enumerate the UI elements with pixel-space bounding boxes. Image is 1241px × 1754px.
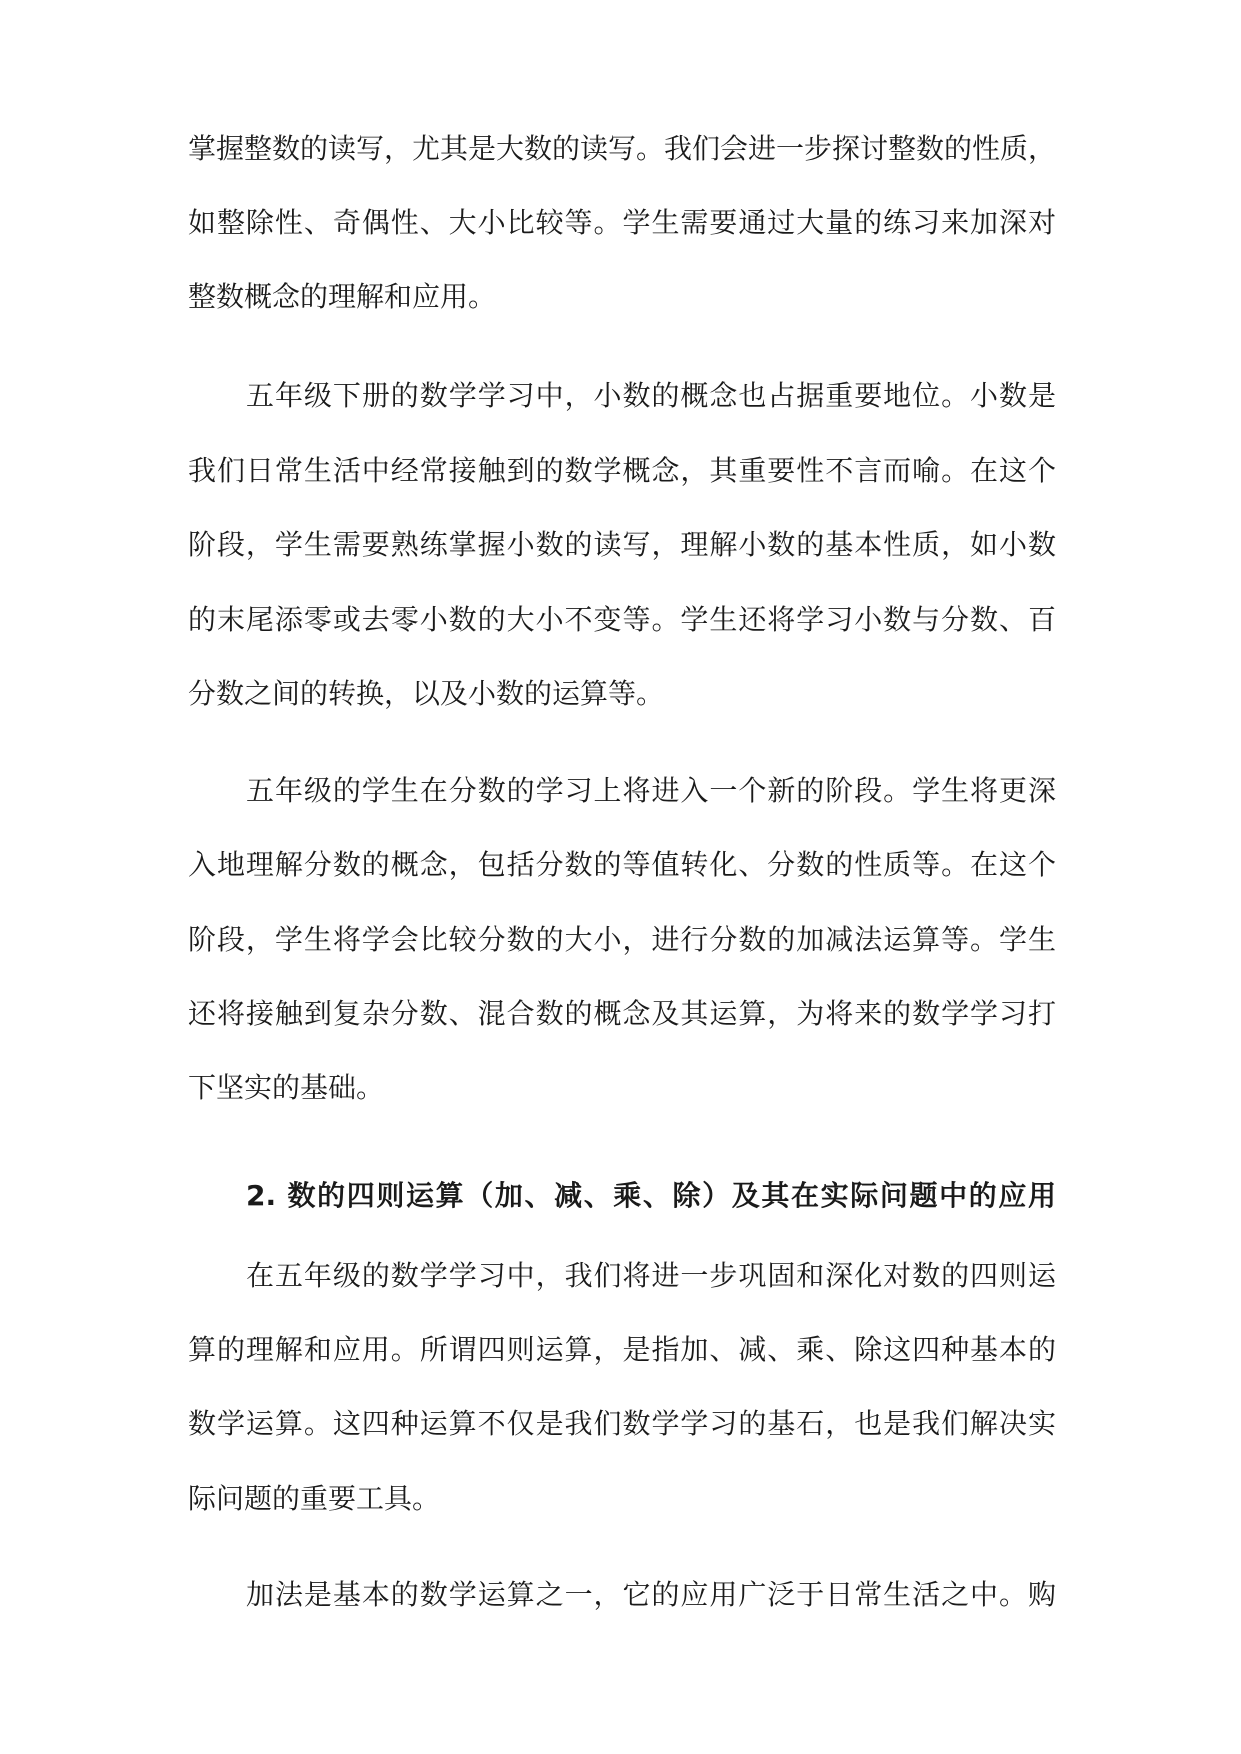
text-line: 还将接触到复杂分数、混合数的概念及其运算，为将来的数学学习打 <box>188 997 1056 1030</box>
text-line: 际问题的重要工具。 <box>188 1482 441 1515</box>
text-line: 入地理解分数的概念，包括分数的等值转化、分数的性质等。在这个 <box>188 848 1056 881</box>
text-line: 算的理解和应用。所谓四则运算，是指加、减、乘、除这四种基本的 <box>188 1333 1056 1366</box>
text-line: 的末尾添零或去零小数的大小不变等。学生还将学习小数与分数、百 <box>188 603 1056 636</box>
text-line: 加法是基本的数学运算之一，它的应用广泛于日常生活之中。购 <box>246 1578 1056 1611</box>
text-line: 如整除性、奇偶性、大小比较等。学生需要通过大量的练习来加深对 <box>188 206 1056 239</box>
text-line: 阶段，学生需要熟练掌握小数的读写，理解小数的基本性质，如小数 <box>188 528 1056 561</box>
text-line: 数学运算。这四种运算不仅是我们数学学习的基石，也是我们解决实 <box>188 1407 1056 1440</box>
text-line: 阶段，学生将学会比较分数的大小，进行分数的加减法运算等。学生 <box>188 923 1056 956</box>
section-heading: 2. 数的四则运算（加、减、乘、除）及其在实际问题中的应用 <box>246 1179 1056 1212</box>
text-line: 下坚实的基础。 <box>188 1071 385 1104</box>
text-line: 分数之间的转换，以及小数的运算等。 <box>188 677 665 710</box>
text-line: 在五年级的数学学习中，我们将进一步巩固和深化对数的四则运 <box>246 1259 1056 1292</box>
text-line: 整数概念的理解和应用。 <box>188 280 497 313</box>
text-line: 五年级的学生在分数的学习上将进入一个新的阶段。学生将更深 <box>246 774 1056 807</box>
text-line: 我们日常生活中经常接触到的数学概念，其重要性不言而喻。在这个 <box>188 454 1056 487</box>
text-line: 五年级下册的数学学习中，小数的概念也占据重要地位。小数是 <box>246 379 1056 412</box>
text-line: 掌握整数的读写，尤其是大数的读写。我们会进一步探讨整数的性质， <box>188 132 1057 165</box>
